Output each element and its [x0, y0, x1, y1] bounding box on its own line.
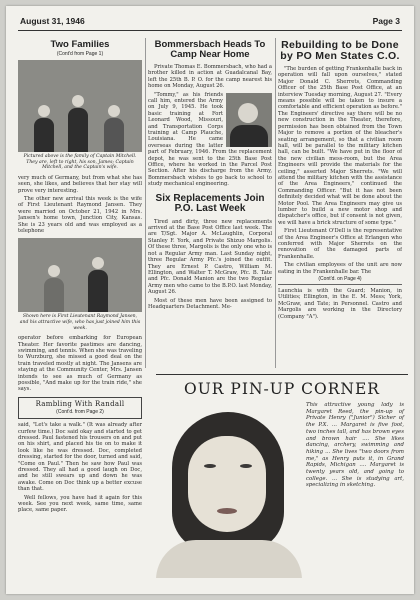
column-left — [18, 40, 142, 590]
header-rule — [18, 30, 402, 31]
person-figure-icon — [88, 257, 108, 312]
person-figure-icon — [44, 265, 64, 312]
rebuilding-continued: (Cont'd. on Page 4) — [318, 276, 362, 283]
page-number: Page 3 — [372, 16, 400, 26]
replacements-continuation: Launchia is with the Guard; Manion, in Utilities; Ellington, in the E. M. Mess; York, McGraw, and Tate; in Personnel. Castro and Margolis are working in the Directory (Company "A"). — [278, 288, 402, 320]
rambling-paragraph: said, "Let's take a walk." (It was already after curfew time.) Doc said okay and started to get dressed. Paul fastened his trousers on and put on his shirt, and placed his tie on to make it look like he was dressed. Doc, completed dressing, started for the door, turned and said, "Come on Paul." Then he saw how Paul was dressed. They all had a good laugh on Doc, and he still swears up and down he was awake. Come on Doc think up a better excuse than that. — [18, 422, 142, 493]
column-divider-2 — [275, 38, 276, 368]
two-families-paragraph: The other new arrival this week is the wife of First Lieutenant Raymond Jansen. They were married on October 21, 1942 in Mrs. Jansen's home town, Junction City, Kansas. She is 23 years old and was employed as a telephone — [18, 195, 142, 234]
bommersbach-photo — [226, 93, 272, 147]
replacements-paragraph: Tired and dirty, three new replacements arrived at the Base Post Office last week. The are T/Sgt. Major A. McLaughlin, Corporal Stanley F. York, and Private Shizuo Margolis. Of these three, Margolis is the only one who is not a Regular Army man. Last Sunday night, three Regular Army Pfc.'s joined the outfit. They are Ernest P. Castro, William M. Ellington, and Walter T. McGraw, Pfc. B. Tate and Pfc. Donald Manion are the two Regular Army men who came to the B.P.O. last Monday, August 26. — [148, 218, 272, 296]
two-families-paragraph: very much of Germany, but from what she has seen, she likes, and believes that her stay will prove very interesting. — [18, 174, 142, 194]
pinup-paragraph: This attractive young lady is Margaret Reed, the pin-up of Private Henry ("Junior") Sicher of the P.X. ... Margaret is five foot, two inches tall, and has brown eyes and brown hair .... She likes dancing, archery, swimming and hiking ... She lives "two doors from me," as Henry puts it, in Grand Rapids, Michigan .... Margaret is twenty years old, and going to college. ... She is studying art, specializing in sketching. — [306, 402, 404, 489]
heads-home-paragraph: Private Thomas E. Bommersbach, who had a brother killed in action at Guadalcanal Bay, left the 25th B. P. O. for the camp nearest his home on Monday, August 26. — [148, 63, 272, 90]
person-figure-icon — [68, 95, 88, 152]
rambling-continued: (Cont'd. from Page 2) — [56, 409, 104, 416]
lips-icon — [217, 508, 237, 514]
pinup-title: OUR PIN-UP CORNER — [184, 380, 380, 398]
newsletter-page — [6, 6, 414, 594]
rebuilding-title: Rebuilding to be Done by PO Men States C.O. — [280, 40, 400, 63]
person-figure-icon — [34, 105, 54, 152]
column-divider-1 — [145, 38, 146, 368]
pinup-description — [306, 402, 404, 489]
pinup-portrait-photo — [156, 400, 302, 578]
mitchell-photo-caption: Pictured above is the family of Captain Mitchell. They are, left to right, his son, James; Captain Mitchell, and the Captain's wife. — [23, 153, 137, 171]
two-families-title: Two Families — [50, 40, 110, 50]
replacements-paragraph: Most of these men have been assigned to Headquarters Detachment. Me- — [148, 297, 272, 310]
mitchell-family-photo — [18, 60, 142, 152]
jansen-photo-caption: Shown here is First Lieutenant Raymond Jansen, and his attractive wife, who has just joined him this week. — [19, 314, 141, 331]
eye-icon — [204, 464, 216, 468]
person-figure-icon — [104, 105, 124, 152]
heads-home-title: Bommersbach Heads To Camp Near Home — [154, 40, 266, 60]
issue-date: August 31, 1946 — [20, 16, 85, 26]
rambling-heading-box — [18, 397, 142, 419]
column-middle — [148, 40, 272, 370]
portrait-face-icon — [238, 103, 258, 123]
column-right — [278, 40, 402, 370]
rambling-title: Rambling With Randall — [35, 399, 125, 408]
eye-icon — [240, 464, 252, 468]
pinup-section — [156, 374, 408, 401]
two-families-continued: (Cont'd from Page 1) — [56, 50, 104, 57]
replacements-title: Six Replacements Join P.O. Last Week — [155, 192, 265, 215]
heads-home-paragraph: "Tommy," as his friends call him, entered the Army on July 9, 1945. He took basic training at Fort Leonard Wood, Missouri, and Transportation Corps training at Camp Plauche, Louisiana. He came overseas during the latter part of February, 1946. From the replacement depot, he was sent to the 25th Base Post Office, where he worked in the Parcel Post Section. After his discharge from the Army, Bommersbach wishes to go back to school to study mechanical engineering. — [148, 91, 272, 188]
rambling-paragraph: Well fellows, you have had it again for this week. See you next week, same time, same place, same paper. — [18, 494, 142, 514]
two-families-paragraph: operator before embarking for European Theater. Her favorite pastimes are dancing, swimming, and tennis. When she was traveling to Wurzburg, she missed a good deal on the train traveled mostly at night. The Jansens are staying at the Community Center, Mrs. Jansen intends to see as much of Germany as possible, "And make up for the train ride," she says. — [18, 335, 142, 393]
rebuilding-paragraph: "The burden of getting Frankenhalle back in operation will fall upon ourselves," stated Major Donald C. Sherrets, Commanding Officer of the 25th Base Post Office, at an interview Tuesday morning, August 27. "Every means possible will be taken to insure a comfortable and efficient operation as before." The Engineers' directive say there will be no new construction in the Theater, therefore, permission has been obtained from the Town Major to remove a portion of the bleacher's seating arrangement, so that a civilian room hall, will be parallel to the military kitchen hall, can be built. "We have put in the floor of the new civilian mess-room, but the Area Engineers will provide the materials for the ceiling," asserted Major Sherrets. "We will attend the military kitchen with the assistance of the Area Engineers," continued the Commanding Officer. "But it has not been definitely decided what will be done about the Motor Pool. The Area Engineers may give us lumber to build a new motor shop and dispatcher's office, but if consent is not given, we will have a brick structure of some type." — [278, 66, 402, 226]
rebuilding-paragraph: The civilian employees of the unit are now eating in the Frankenhalle bar. The — [278, 262, 402, 275]
page-header — [6, 16, 414, 28]
jansen-couple-photo — [18, 238, 142, 312]
rebuilding-paragraph: First Lieutenant O'Dell is the representative of the Area Engineer's Office at Erlangen who conferred with Major Sherrets on the renovation of the damaged parts of Frankenhalle. — [278, 228, 402, 260]
